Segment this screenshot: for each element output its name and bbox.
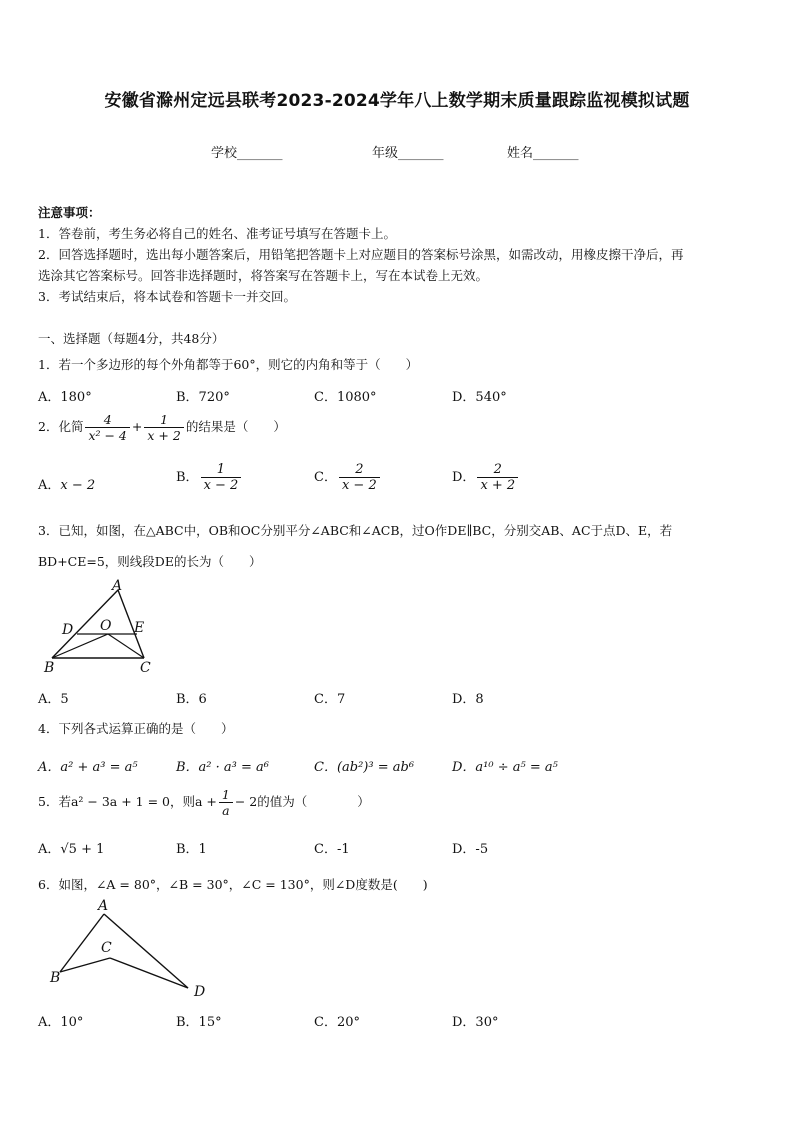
q5-prefix: 5．若a² − 3a + 1 = 0，则a + [38,794,217,809]
label-a: A [112,578,123,594]
q3-option-b: B．6 [176,692,207,707]
line-bc [60,958,110,972]
q2-fraction-2: $\frac{1}{x + 2}$ [144,412,183,443]
note-item: 2．回答选择题时，选出每小题答案后，用铅笔把答题卡上对应题目的答案标号涂黑，如需改动，用橡皮擦干净后，再 [38,247,684,262]
q2-option-a: A．x − 2 [38,478,96,493]
question-6-stem: 6．如图，∠A = 80°，∠B = 30°，∠C = 130°，则∠D度数是( ) [38,877,428,892]
school-field: 学校_______ [211,146,283,161]
q2-option-c: C． $\frac{2}{x - 2}$ [314,462,382,493]
q6-option-b: B．15° [176,1015,222,1030]
label-b: B [44,660,55,676]
q6-option-a: A．10° [38,1015,84,1030]
q2-prefix: 2．化简 [38,419,84,434]
q4-option-a: A．a² + a³ = a⁵ [38,760,138,775]
q4-option-c: C．(ab²)³ = ab⁶ [314,760,415,775]
name-field: 姓名_______ [507,146,579,161]
note-item: 选涂其它答案标号。回答非选择题时，将答案写在答题卡上，写在本试卷上无效。 [38,268,489,283]
q2-option-d: D． $\frac{2}{x + 2}$ [452,462,520,493]
note-item: 3．考试结束后，将本试卷和答题卡一并交回。 [38,289,296,304]
q3-option-d: D．8 [452,692,484,707]
q1-option-b: B．720° [176,390,230,405]
q6-option-c: C．20° [314,1015,360,1030]
q5-fraction: $\frac{1}{a}$ [219,787,233,818]
question-4-stem: 4．下列各式运算正确的是（ ） [38,721,234,736]
question-3-line-1: 3．已知，如图，在△ABC中，OB和OC分别平分∠ABC和∠ACB，过O作DE∥BC，分别交AB、AC于点D、E，若 [38,523,673,538]
q1-option-c: C．1080° [314,390,377,405]
q4-option-b: B．a² · a³ = a⁶ [176,760,269,775]
label-c: C [140,660,151,676]
note-item: 1．答卷前，考生务必将自己的姓名、准考证号填写在答题卡上。 [38,226,396,241]
q2-option-b: B． $\frac{1}{x - 2}$ [176,462,243,493]
question-3-line-2: BD+CE=5，则线段DE的长为（ ） [38,554,262,569]
line-ob [52,634,108,658]
label-d: D [62,622,74,638]
grade-field: 年级_______ [372,146,444,161]
page-title: 安徽省滁州定远县联考2023-2024学年八上数学期末质量跟踪监视模拟试题 [104,91,690,111]
label-a: A [98,898,109,914]
q6-option-d: D．30° [452,1015,499,1030]
q3-option-a: A．5 [38,692,69,707]
question-5-stem [38,787,370,818]
label-d: D [194,984,206,1000]
line-oc [108,634,144,658]
triangle-abc-figure [40,576,160,676]
question-1-stem: 1．若一个多边形的每个外角都等于60°，则它的内角和等于（ ） [38,357,419,372]
q2-fraction-1: $\frac{4}{\text{x² − 4}}$ [85,412,129,443]
q5-suffix: − 2的值为（ ） [234,794,370,809]
line-cd [110,958,188,988]
q5-option-c: C．-1 [314,842,350,857]
q2-suffix: 的结果是（ ） [185,419,286,434]
q2-plus: + [131,419,143,434]
section-heading: 一、选择题（每题4分，共48分） [38,331,225,346]
q1-option-a: A．180° [38,390,92,405]
line-ad [104,914,188,988]
label-c: C [101,940,112,956]
q3-option-c: C．7 [314,692,346,707]
q5-option-d: D．-5 [452,842,489,857]
question-2-stem [38,412,286,443]
label-b: B [50,970,61,986]
angle-abcd-figure [46,896,216,1006]
q5-option-a: A．√5 + 1 [38,842,105,857]
q1-option-d: D．540° [452,390,507,405]
q4-option-d: D．a¹⁰ ÷ a⁵ = a⁵ [452,760,558,775]
q5-option-b: B．1 [176,842,207,857]
label-o: O [100,618,112,634]
line-ab [60,914,104,972]
label-e: E [134,620,145,636]
notes-heading: 注意事项： [38,205,101,220]
